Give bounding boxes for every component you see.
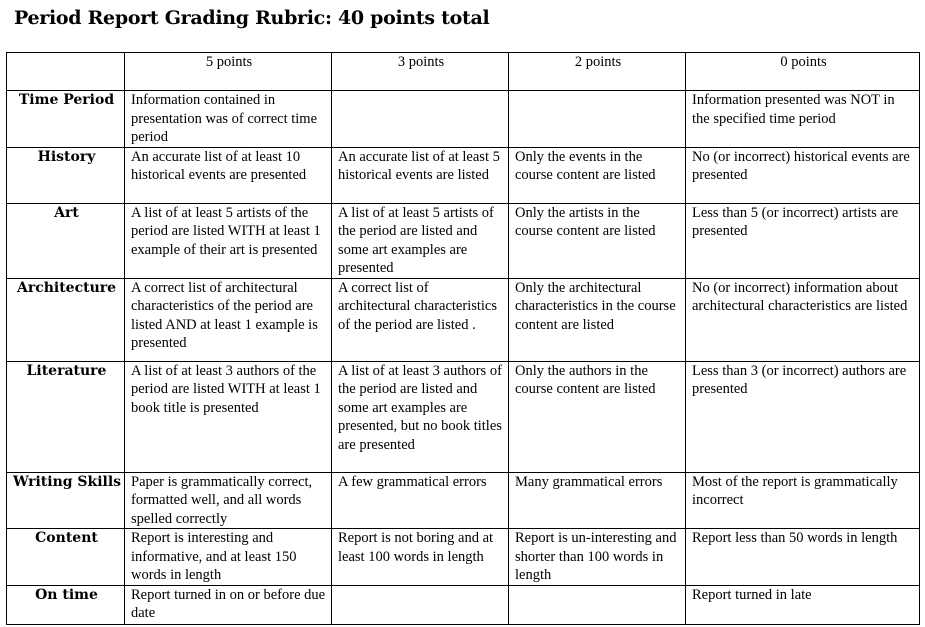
score-cell-5-points: A list of at least 3 authors of the period are listed WITH at least 1 book title is presented — [125, 361, 332, 472]
score-cell-3-points: A correct list of architectural characteristics of the period are listed . — [332, 278, 509, 361]
rubric-table — [6, 52, 920, 625]
column-header-0-points: 0 points — [686, 53, 920, 91]
column-header-criterion — [7, 53, 125, 91]
rubric-row-writing-skills — [7, 472, 920, 529]
score-cell-0-points: No (or incorrect) historical events are presented — [686, 147, 920, 203]
header-row — [7, 53, 920, 91]
score-cell-5-points: Information contained in presentation was of correct time period — [125, 91, 332, 148]
score-cell-0-points: Less than 3 (or incorrect) authors are presented — [686, 361, 920, 472]
column-header-5-points: 5 points — [125, 53, 332, 91]
criterion-label: Time Period — [7, 91, 125, 148]
column-header-3-points: 3 points — [332, 53, 509, 91]
score-cell-0-points: Less than 5 (or incorrect) artists are presented — [686, 203, 920, 278]
rubric-row-art — [7, 203, 920, 278]
score-cell-5-points: A correct list of architectural characteristics of the period are listed AND at least 1 example is presented — [125, 278, 332, 361]
criterion-label: On time — [7, 585, 125, 624]
page-title: Period Report Grading Rubric: 40 points total — [14, 7, 490, 29]
score-cell-5-points: Paper is grammatically correct, formatted well, and all words spelled correctly — [125, 472, 332, 529]
criterion-label: Architecture — [7, 278, 125, 361]
score-cell-2-points: Only the architectural characteristics in the course content are listed — [509, 278, 686, 361]
criterion-label: History — [7, 147, 125, 203]
rubric-row-time-period — [7, 91, 920, 148]
score-cell-5-points: A list of at least 5 artists of the period are listed WITH at least 1 example of their art is presented — [125, 203, 332, 278]
rubric-row-on-time — [7, 585, 920, 624]
score-cell-0-points: Report turned in late — [686, 585, 920, 624]
score-cell-2-points: Many grammatical errors — [509, 472, 686, 529]
score-cell-3-points: An accurate list of at least 5 historical events are listed — [332, 147, 509, 203]
column-header-2-points: 2 points — [509, 53, 686, 91]
score-cell-3-points: Report is not boring and at least 100 words in length — [332, 529, 509, 586]
score-cell-3-points: A list of at least 3 authors of the period are listed and some art examples are presented, but no book titles are presented — [332, 361, 509, 472]
criterion-label: Content — [7, 529, 125, 586]
score-cell-2-points — [509, 91, 686, 148]
score-cell-0-points: Information presented was NOT in the specified time period — [686, 91, 920, 148]
score-cell-5-points: Report turned in on or before due date — [125, 585, 332, 624]
score-cell-5-points: Report is interesting and informative, and at least 150 words in length — [125, 529, 332, 586]
score-cell-2-points: Only the events in the course content are listed — [509, 147, 686, 203]
score-cell-2-points: Only the authors in the course content are listed — [509, 361, 686, 472]
score-cell-0-points: No (or incorrect) information about architectural characteristics are listed — [686, 278, 920, 361]
criterion-label: Writing Skills — [7, 472, 125, 529]
score-cell-5-points: An accurate list of at least 10 historical events are presented — [125, 147, 332, 203]
rubric-row-architecture — [7, 278, 920, 361]
criterion-label: Art — [7, 203, 125, 278]
score-cell-3-points: A list of at least 5 artists of the period are listed and some art examples are presented — [332, 203, 509, 278]
score-cell-2-points: Report is un-interesting and shorter than 100 words in length — [509, 529, 686, 586]
score-cell-3-points: A few grammatical errors — [332, 472, 509, 529]
score-cell-0-points: Most of the report is grammatically incorrect — [686, 472, 920, 529]
score-cell-3-points — [332, 585, 509, 624]
score-cell-0-points: Report less than 50 words in length — [686, 529, 920, 586]
criterion-label: Literature — [7, 361, 125, 472]
rubric-row-history — [7, 147, 920, 203]
rubric-row-literature — [7, 361, 920, 472]
rubric-row-content — [7, 529, 920, 586]
score-cell-2-points: Only the artists in the course content are listed — [509, 203, 686, 278]
score-cell-3-points — [332, 91, 509, 148]
score-cell-2-points — [509, 585, 686, 624]
